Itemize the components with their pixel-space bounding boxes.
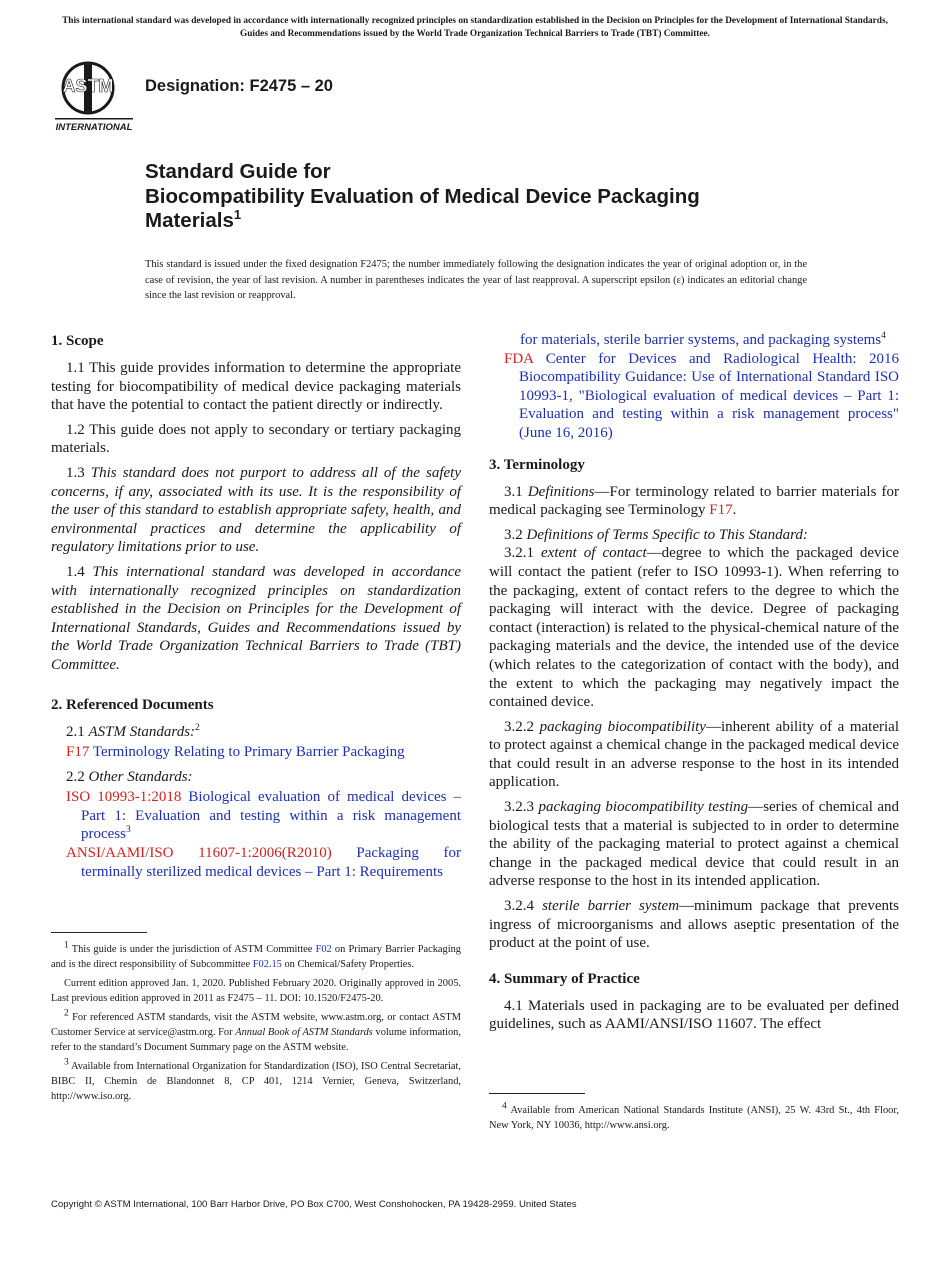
scope-1-1: 1.1 This guide provides information to determine the appropriate testing for biocompatibility of medical device packaging materials that have the potential to contact the patient directly or indirectly. [51,360,461,414]
ref-fda [504,350,899,443]
footnote-1-text-b: on Primary Barrier Packaging and is the direct responsibility of Subcommittee [51,944,461,970]
referenced-heading: 2. Referenced Documents [51,696,214,713]
footnote-1-mark: 1 [64,940,69,951]
footnote-1-text-c: on Chemical/Safety Properties. [281,959,415,970]
ref-2-2-text: Other Standards: [88,768,193,785]
right-column [489,331,899,1040]
term-3-2-3-num: 3.2.3 [504,799,539,816]
ref-iso [66,788,461,844]
title-line-3-text: Materials [145,209,234,232]
logo-subtitle: INTERNATIONAL [55,122,133,133]
term-3-2-3 [489,798,899,891]
term-3-2-2-num: 3.2.2 [504,718,540,735]
title-footnote-mark: 1 [233,207,242,223]
title-line-3 [145,209,865,234]
astm-logo-graphic [53,58,135,134]
ref-f17 [66,743,461,762]
term-3-2-1-term: extent of contact [541,545,647,562]
footnote-2 [51,1010,461,1055]
footnote-1-text-a: This guide is under the jurisdiction of ASTM Committee [68,944,316,955]
title-line-1: Standard Guide for [145,160,331,183]
ref-ansi-code[interactable]: ANSI/AAMI/ISO 11607-1:2006(R2010) [66,845,332,862]
term-3-2-4-num: 3.2.4 [504,898,543,915]
term-3-1-ref-f17[interactable]: F17 [709,502,733,519]
top-notice: This international standard was developed in accordance with internationally recognized principles on standardization established in the Decision on Principles for the Development of International Standards, Guides and Recommendations issued by the World Trade Organization Technical Barriers to Trade (TBT) Committee. [62,16,888,39]
footnote-3 [51,1059,461,1104]
term-3-2-4-term: sterile barrier system [542,898,680,915]
footnotes-right [489,1103,899,1133]
footnote-4 [489,1103,899,1133]
term-3-1 [489,483,899,520]
summary-heading: 4. Summary of Practice [489,970,640,987]
ref-ansi-footnote-mark: 4 [881,331,886,341]
term-3-2-1 [489,544,899,711]
link-f02-15[interactable]: F02.15 [252,959,282,970]
term-3-1-end: . [732,502,737,519]
footnote-1 [51,942,461,972]
footnote-2-italic: Annual Book of ASTM Standards [235,1027,373,1038]
ref-f17-code[interactable]: F17 [66,744,90,761]
scope-1-3-text: This standard does not purport to address all of the safety concerns, if any, associated with its use. It is the responsibility of the user of this standard to establish appropriate safety, health, and environmental practices and determine the applicability of regulatory limitations prior to use. [51,464,461,556]
footnote-3-text: Available from International Organization for Standardization (ISO), ISO Central Secretariat, BIBC II, Chemin de Blandonnet 8, CP 401, 1214 Vernier, Geneva, Switzerland, http://www.iso.org. [51,1061,461,1102]
scope-1-4-num: 1.4 [66,563,93,580]
scope-1-4 [51,563,461,675]
issue-note: This standard is issued under the fixed designation F2475; the number immediately following the designation indicates the year of original adoption or, in the case of revision, the year of last revision. A number in parentheses indicates the year of last reapproval. A superscript epsilon (ε) indicates an editorial change since the last revision or reapproval. [145,259,807,301]
footnote-2-text-b: volume information, refer to the standard’s Document Summary page on the ASTM website. [51,1027,461,1053]
term-3-1-num: 3.1 [504,483,528,500]
ref-ansi [66,844,461,881]
term-3-2-4-text: —minimum package that prevents ingress of microorganisms and allows aseptic presentation of the product at the point of use. [489,898,900,952]
title-line-2: Biocompatibility Evaluation of Medical Device Packaging [145,184,700,208]
term-3-2-2-term: packaging biocompatibility [539,718,706,735]
left-column [51,331,461,881]
document-title [145,160,865,234]
scope-1-3 [51,464,461,557]
ref-2-2 [51,768,461,787]
ref-2-1-num: 2.1 [66,723,89,740]
ref-ansi-continued [520,331,899,350]
footnote-divider-right [489,1093,585,1094]
footnote-3-mark: 3 [64,1057,69,1068]
scope-1-3-num: 1.3 [66,464,91,481]
term-3-2-3-term: packaging biocompatibility testing [538,799,749,816]
ref-2-1-footnote-mark: 2 [195,722,200,733]
term-3-2-2-text: —inherent ability of a material to protect against a chemical change in the packaged medical device that could result in an adverse response to the host in its intended application. [489,718,899,791]
scope-1-4-text: This international standard was developed in accordance with internationally recognized principles on standardization established in the Decision on Principles for the Development of International Standards, Guides and Recommendations issued by the World Trade Organization Technical Barriers to Trade (TBT) Committee. [51,563,462,673]
term-3-1-term: Definitions [527,483,595,500]
term-3-2-num: 3.2 [504,526,527,543]
summary-4-1: 4.1 Materials used in packaging are to be evaluated per defined guidelines, such as AAMI/ANSI/ISO 11607. The effect [489,997,899,1033]
astm-logo [53,58,135,134]
footnote-4-text: Available from American National Standards Institute (ANSI), 25 W. 43rd St., 4th Floor, New York, NY 10036, http://www.ansi.org. [489,1105,899,1131]
term-3-2-1-text: —degree to which the packaged device will contact the patient (refer to ISO 10993-1). When referring to the packaging, extent of contact refers to the degree to which the packaging will interact with the device. Degree of packaging contact (interaction) is related to the physical-chemical nature of the packaging materials and the device, the intended use of the device (which relates to the categorization of contact with the body), and the extent to which the packaging may negatively impact the contained device. [489,545,899,711]
footnotes-left [51,942,461,1108]
ref-2-1 [51,723,461,742]
ref-ansi-title-part-1[interactable]: Packaging for terminally sterilized medical devices – Part 1: Requirements [81,845,461,880]
footnote-2-text-a: For referenced ASTM standards, visit the ASTM website, www.astm.org, or contact ASTM Customer Service at service@astm.org. For [51,1012,461,1038]
ref-f17-title[interactable]: Terminology Relating to Primary Barrier Packaging [92,744,405,761]
scope-heading: 1. Scope [51,333,104,349]
footnote-1-edition: Current edition approved Jan. 1, 2020. Published February 2020. Originally approved in 2005. Last previous edition approved in 2011 as F2475 – 11. DOI: 10.1520/F2475-20. [51,978,461,1004]
term-3-1-text: —For terminology related to barrier materials for medical packaging see Terminology [489,483,899,519]
ref-fda-code[interactable]: FDA [504,350,534,367]
term-3-2 [489,526,899,545]
footnote-divider-left [51,932,147,933]
ref-2-2-num: 2.2 [66,768,89,785]
term-3-2-2 [489,718,899,792]
term-3-2-4 [489,897,899,953]
link-f02[interactable]: F02 [315,944,332,955]
terminology-heading: 3. Terminology [489,456,585,473]
footnote-4-mark: 4 [502,1101,507,1112]
term-3-2-text: Definitions of Terms Specific to This Standard: [526,526,808,543]
ref-2-1-text: ASTM Standards: [88,723,196,740]
term-3-2-1-num: 3.2.1 [504,545,541,562]
ref-fda-title[interactable]: Center for Devices and Radiological Health: 2016 Biocompatibility Guidance: Use of International Standard ISO 10993-1, "Biological evaluation of medical devices – Part 1: Evaluation and testing within a risk management process" (June 16, 2016) [519,350,899,441]
ref-ansi-title-part-2[interactable]: for materials, sterile barrier systems, and packaging systems [520,332,882,348]
footnote-2-mark: 2 [64,1008,69,1019]
term-3-2-3-text: —series of chemical and biological tests that a material is subjected to in order to determine the ability of the packaging material to protect against a chemical change in the packaged medical device that could result in an adverse response to the host in its intended application. [489,799,899,890]
ref-iso-title[interactable]: Biological evaluation of medical devices – Part 1: Evaluation and testing within a risk management process [81,789,462,843]
designation: Designation: F2475 – 20 [145,77,333,95]
copyright-notice: Copyright © ASTM International, 100 Barr Harbor Drive, PO Box C700, West Conshohocken, PA 19428-2959. United States [51,1199,577,1210]
ref-iso-footnote-mark: 3 [126,825,131,836]
logo-wordmark: ASTM [62,76,114,96]
ref-iso-code[interactable]: ISO 10993-1:2018 [66,789,182,806]
scope-1-2: 1.2 This guide does not apply to secondary or tertiary packaging materials. [51,421,461,457]
